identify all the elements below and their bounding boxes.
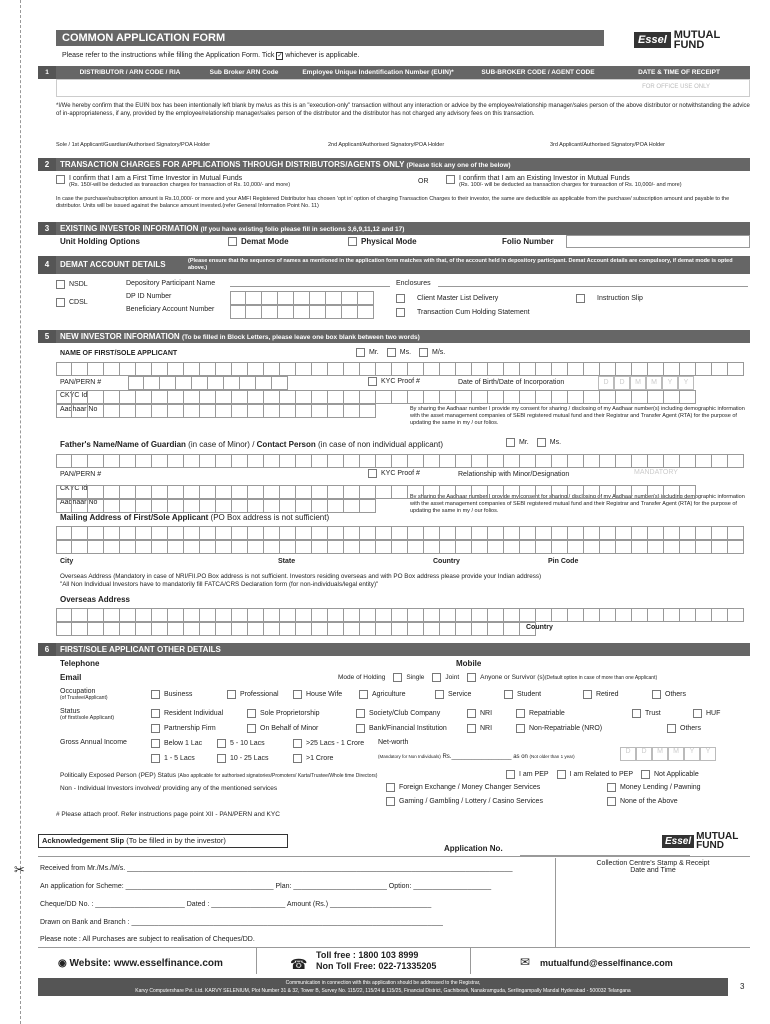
st2row-label-0: Partnership Firm [164,725,216,732]
cdsl-checkbox[interactable] [56,298,65,307]
occrow-label-6: Retired [596,691,619,698]
section-2: 2 TRANSACTION CHARGES FOR APPLICATIONS THROUGH DISTRIBUTORS/AGENTS ONLY (Please tick any one of the below) I confirm that I am a First Time Investor in Mutual Funds (Rs. 150/-will be deducted as transaction charges for transaction of Rs. 10,000/- and more) OR I confirm that I am an Existing Investor in Mutual Funds (Rs. 100/- will be deducted as transaction charges for transaction of Rs. 10,000/- and more) In case the purchase/subscription amount is Rs.10,000/- or more and your AMFI Registered Distributor has chosen 'opt in' option of charging Transaction Charges to their investor, the same are deductible as applicable from the purchase/ subscription amount and payable to the distributor. Units will be issued against the balance amount invested.(refer General Information Point No. 11) [38,158,750,171]
scheme-line: An application for Scheme: ______________________________________ Plan: ________________________ Option: ____________________ [40,883,492,890]
phone-icon: ☎ [290,956,308,972]
st2row-checkbox-0[interactable] [151,724,160,733]
occrow-label-2: House Wife [306,691,343,698]
client-master-checkbox[interactable] [396,294,405,303]
occrow-label-4: Service [448,691,472,698]
st1row-label-5: Trust [645,710,661,717]
inc2row-label-0: 1 - 5 Lacs [164,755,195,762]
occrow-label-0: Business [164,691,193,698]
ack-title: Acknowledgement Slip (To be filled in by the investor) [38,834,288,848]
st1row-checkbox-2[interactable] [356,709,365,718]
website[interactable]: ◉ Website: www.esselfinance.com [58,958,223,969]
father-ms-checkbox[interactable] [537,438,546,447]
st1row-label-2: Society/Club Company [369,710,441,717]
registrar-bar: Communication in connection with this application should be addressed to the Registrar, Karvy Computershare Pvt. Ltd. KARVY SELENIUM, Plot Number 31 & 32, Tower B, Survey No. 115/22, 115/24 & 115/25, Financial District, Gachibowli, Nanakramguda, Serilingampally Mandal Hyderabad - 500032 Telangana [38,978,728,996]
mr-checkbox[interactable] [356,348,365,357]
inc2row-checkbox-0[interactable] [151,754,160,763]
section-4: 4 DEMAT ACCOUNT DETAILS (Please ensure that the sequence of names as mentioned in the application form matches with that, of the account held in depository participant. Demat Account details are compulsory, if demat mode is opted above.) NSDL CDSL Depository Participant Name DP ID Number Beneficiary Account Number Enclosures Client Master List Delivery Instruction Slip Transaction Cum Holding Statement [38,256,750,274]
pep-checkbox[interactable] [506,770,515,779]
grid-row[interactable] [56,404,376,418]
inc2row-checkbox-1[interactable] [217,754,226,763]
st1row-label-0: Resident Individual [164,710,224,717]
st1row-checkbox-6[interactable] [693,709,702,718]
st2row-label-5: Others [680,725,702,732]
inc2row-label-1: 10 - 25 Lacs [230,755,269,762]
inc1row-label-0: Below 1 Lac [164,740,203,747]
transaction-holding-checkbox[interactable] [396,308,405,317]
occrow-checkbox-3[interactable] [359,690,368,699]
st2row-checkbox-3[interactable] [467,724,476,733]
st2row-checkbox-2[interactable] [356,724,365,733]
occrow-label-7: Others [665,691,687,698]
instruction-slip-checkbox[interactable] [576,294,585,303]
scissors-icon: ✂ [14,862,25,877]
name-grid[interactable] [56,362,744,376]
folio-number-input[interactable] [566,235,750,248]
ack-note: Please note : All Purchases are subject to realisation of Cheques/DD. [40,936,255,943]
anyone-checkbox[interactable] [467,673,476,682]
lending-checkbox[interactable] [607,783,616,792]
grid-row[interactable] [56,608,744,622]
occrow-checkbox-7[interactable] [652,690,661,699]
physical-mode-checkbox[interactable] [348,237,357,246]
st1row-checkbox-5[interactable] [632,709,641,718]
occrow-checkbox-6[interactable] [583,690,592,699]
st2row-checkbox-5[interactable] [667,724,676,733]
grid-row[interactable] [56,526,744,540]
dob-boxes[interactable]: D D M M Y Y [598,376,694,390]
inc1row-label-1: 5 - 10 Lacs [230,740,265,747]
demat-mode-checkbox[interactable] [228,237,237,246]
occrow-label-1: Professional [240,691,279,698]
ason-date-boxes[interactable]: D D M M Y Y [620,747,716,761]
section-1: 1 DISTRIBUTOR / ARN CODE / RIA Sub Broker ARN Code Employee Unique Indentification Number (EUIN)* SUB-BROKER CODE / AGENT CODE DATE & TIME OF RECEIPT FOR OFFICE USE ONLY *I/We hereby confirm that the EUIN box has been intentionally left blank by me/us as this is an "execution-only" transaction without any interaction or advice by the employee/relationship manager/sales person of the above distributor or notwithstanding the advice of in-appropriateness, if any, provided by the employee/relationship manager/sales person of the distributor and the distributor has not charged any advisory fees on this transaction. Sole / 1st Applicant/Guardian/Authorised Signatory/POA Holder 2nd Applicant/Authorised Signatory/POA Holder 3rd Applicant/Authorised Signatory/POA Holder [38,66,750,79]
existing-investor-checkbox[interactable] [446,175,455,184]
instruction: Please refer to the instructions while filling the Application Form. Tick ✓ whichever is applicable. [62,52,360,59]
st1row-checkbox-3[interactable] [467,709,476,718]
st1row-checkbox-1[interactable] [247,709,256,718]
first-time-checkbox[interactable] [56,175,65,184]
form-title: COMMON APPLICATION FORM [56,30,604,46]
grid-row[interactable] [56,499,376,513]
mail-icon: ✉ [520,955,531,969]
occrow-checkbox-2[interactable] [293,690,302,699]
related-pep-checkbox[interactable] [557,770,566,779]
brand-logo-ack: Essel MUTUAL FUND [662,832,738,850]
inc1row-checkbox-1[interactable] [217,739,226,748]
st2row-checkbox-4[interactable] [516,724,525,733]
gaming-checkbox[interactable] [386,797,395,806]
father-mr-checkbox[interactable] [506,438,515,447]
occrow-label-3: Agriculture [372,691,406,698]
st2row-label-2: Bank/Financial Institution [369,725,447,732]
email-link[interactable]: mutualfund@esselfinance.com [540,958,673,968]
globe-icon: ◉ [58,958,67,969]
st2row-checkbox-1[interactable] [247,724,256,733]
st2row-label-1: On Behalf of Minor [260,725,319,732]
page-number: 3 [740,982,745,991]
brand-logo: Essel MUTUAL FUND [634,30,720,50]
joint-checkbox[interactable] [432,673,441,682]
kyc2-checkbox[interactable] [368,469,377,478]
grid-row[interactable] [56,454,744,468]
phone-numbers: Toll free : 1800 103 8999 Non Toll Free: 022-71335205 [316,950,437,971]
application-no: Application No. [444,844,503,853]
section-6: 6 FIRST/SOLE APPLICANT OTHER DETAILS Telephone Mobile Email Mode of Holding Single Joint Anyone or Survivor (s) (Default option in case of more than one Applicant) Occupation (of Trustee/Applicant) Business Professional House Wife Agriculture Service Student Retired Others Status (of first/sole Applicant) Resident Individual Sole Proprietorship Society/Club Company NRI Repatriable Trust HUF Partnership Firm On Behalf of Minor Bank/Financial Institution NRI Non-Repatriable (NRO) Others Gross Annual Income Below 1 Lac 5 - 10 Lacs >25 Lacs - 1 Crore 1 - 5 Lacs 10 - 25 Lacs >1 Crore Net-worth (Mandatory for Non Individuals) Rs.__________________ as on (Not older than 1 year) D D M M Y Y Politically Exposed Person (PEP) Status (Also applicable for authorised signatories/Promoters/ Karta/Trustee/Whole time Directors) I am PEP I am Related to PEP Not Applicable Non - Individual Investors involved/ providing any of the mentioned services Foreign Exchange / Money Changer Services Money Lending / Pawning Gaming / Gambling / Lottery / Casino Services None of the Above # Please attach proof. Refer instructions page point XII - PAN/PERN and KYC [38,643,750,656]
none-checkbox[interactable] [607,797,616,806]
st1row-label-6: HUF [706,710,721,717]
pan-grid[interactable] [128,376,288,390]
received-from: Received from Mr./Ms./M/s. ___________________________________________________________________________________________________ [40,865,513,872]
section-5: 5 NEW INVESTOR INFORMATION (To be filled in Block Letters, please leave one box blank between two words) NAME OF FIRST/SOLE APPLICANT Mr. Ms. M/s. PAN/PERN # KYC Proof # Date of Birth/Date of Incorporation D D M M Y Y CKYC Id Aadhaar No By sharing the Aadhaar number I provide my consent for sharing / disclosing of my Aadhaar number(s) including demographic information with the asset management companies of SEBI registered mutual fund and their Registrar and Transfer Agent (RTA) for the purpose of updating the same in my / our folios. Father's Name/Name of Guardian (in case of Minor) / Contact Person (in case of non individual applicant) Mr. Ms. PAN/PERN # KYC Proof # Relationship with Minor/Designation MANDATORY CKYC Id Aadhaar No By sharing the Aadhaar number I provide my consent for sharing / disclosing of my Aadhaar number(s) including demographic information with the asset management companies of SEBI registered mutual fund and their Registrar and Transfer Agent (RTA) for the purpose of updating the same in my / our folios. Mailing Address of First/Sole Applicant (PO Box address is not sufficient) City State Country Pin Code Overseas Address (Mandatory in case of NRI/FII.PO Box address is not sufficient. Investors residing overseas and with PO Box address please provide your Indian address) "All Non Individual Investors have to mandatorily fill FATCA/CRS Declaration form (for non-individuals/legal entity)" Overseas Address Country [38,330,750,343]
grid-row[interactable] [56,622,536,636]
grid-row[interactable] [56,390,696,404]
inc2row-checkbox-2[interactable] [293,754,302,763]
inc1row-checkbox-2[interactable] [293,739,302,748]
st1row-checkbox-4[interactable] [516,709,525,718]
single-checkbox[interactable] [393,673,402,682]
occrow-checkbox-5[interactable] [504,690,513,699]
nsdl-checkbox[interactable] [56,280,65,289]
section-3: 3 EXISTING INVESTOR INFORMATION (If you have existing folio please fill in sections 3,6,9,11,12 and 17) Unit Holding Options Demat Mode Physical Mode Folio Number [38,222,750,235]
cheque-line: Cheque/DD No. : _______________________ Dated : ___________________ Amount (Rs.) __________________________ [40,901,432,908]
kyc-checkbox[interactable] [368,377,377,386]
occrow-checkbox-4[interactable] [435,690,444,699]
st2row-label-4: Non-Repatriable (NRO) [529,725,603,732]
drawn-line: Drawn on Bank and Branch : ________________________________________________________________________________ [40,919,443,926]
occrow-checkbox-1[interactable] [227,690,236,699]
occrow-checkbox-0[interactable] [151,690,160,699]
inc2row-label-2: >1 Crore [306,755,334,762]
pep-na-checkbox[interactable] [641,770,650,779]
grid-row[interactable] [56,540,744,554]
mrs-checkbox[interactable] [419,348,428,357]
ms-checkbox[interactable] [387,348,396,357]
inc1row-label-2: >25 Lacs - 1 Crore [306,740,365,747]
grid-row[interactable] [56,485,696,499]
stamp-box: Collection Centre's Stamp & Receipt Date and Time [555,858,750,948]
inc1row-checkbox-0[interactable] [151,739,160,748]
st1row-label-4: Repatriable [529,710,565,717]
st1row-label-1: Sole Proprietorship [260,710,320,717]
st1row-label-3: NRI [480,710,493,717]
st2row-label-3: NRI [480,725,493,732]
occrow-label-5: Student [517,691,542,698]
st1row-checkbox-0[interactable] [151,709,160,718]
forex-checkbox[interactable] [386,783,395,792]
